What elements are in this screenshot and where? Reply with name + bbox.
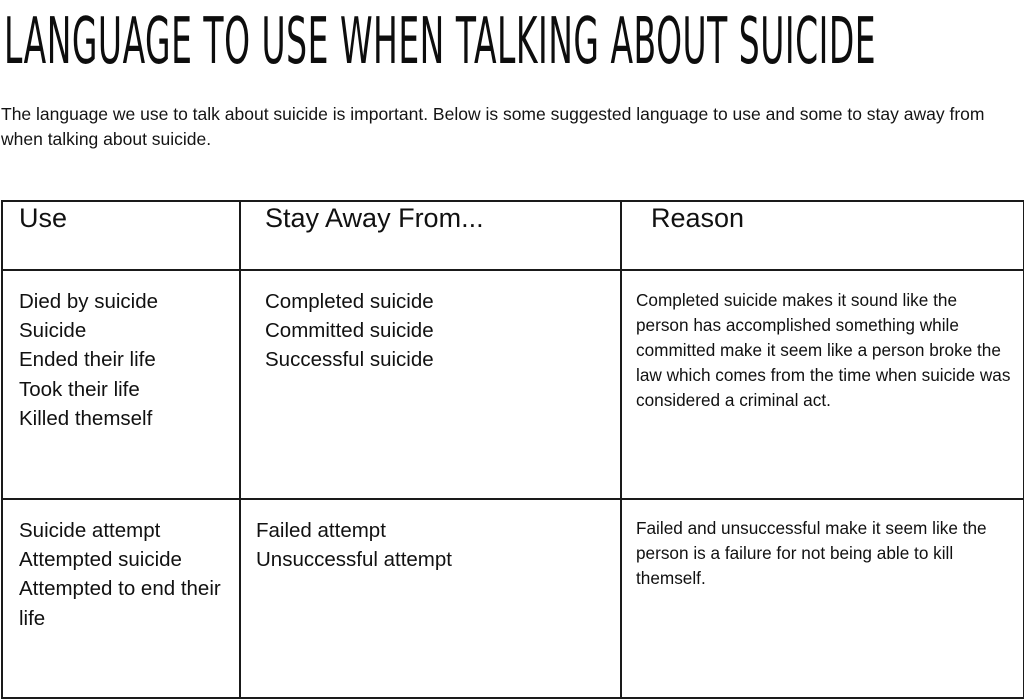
list-item: Died by suicide	[19, 290, 159, 313]
page-title: LANGUAGE TO USE WHEN TALKING ABOUT SUICIDE	[4, 5, 877, 79]
list-item: Committed suicide	[265, 319, 434, 343]
table-row	[2, 270, 1024, 499]
reason-text: Failed and unsuccessful make it seem like the person is a failure for not being able to kill themself.	[636, 518, 987, 588]
header-reason: Reason	[621, 201, 1024, 270]
list-item: Killed themself	[19, 406, 153, 430]
list-item: Took their life	[19, 377, 140, 401]
list-item: Completed suicide	[265, 290, 434, 313]
language-table	[1, 200, 1024, 699]
stay-away-list	[241, 500, 620, 574]
reason-cell	[621, 270, 1024, 499]
use-cell	[2, 499, 240, 698]
use-list	[3, 500, 239, 633]
stay-away-from-cell	[240, 270, 621, 499]
list-item: Attempted suicide	[19, 548, 182, 572]
list-item: Successful suicide	[265, 348, 434, 372]
header-stay-away-from: Stay Away From...	[240, 201, 621, 270]
intro-paragraph: The language we use to talk about suicide is important. Below is some suggested language to use and some to stay away from when talking about suicide.	[1, 104, 985, 149]
reason-text: Completed suicide makes it sound like the person has accomplished something while committed make it seem like a person broke the law which comes from the time when suicide was considered a criminal act.	[636, 290, 1011, 410]
reason-cell	[621, 499, 1024, 698]
list-item: Unsuccessful attempt	[256, 548, 452, 572]
list-item: Ended their life	[19, 348, 156, 372]
list-item: Suicide attempt	[19, 519, 161, 542]
list-item: Failed attempt	[256, 519, 386, 542]
stay-away-list	[241, 271, 620, 375]
header-use: Use	[2, 201, 240, 270]
table-header-row	[2, 201, 1024, 270]
table-row	[2, 499, 1024, 698]
use-list	[3, 271, 239, 433]
use-cell	[2, 270, 240, 499]
list-item: Suicide	[19, 319, 87, 343]
list-item: Attempted to end their life	[19, 577, 221, 630]
stay-away-from-cell	[240, 499, 621, 698]
